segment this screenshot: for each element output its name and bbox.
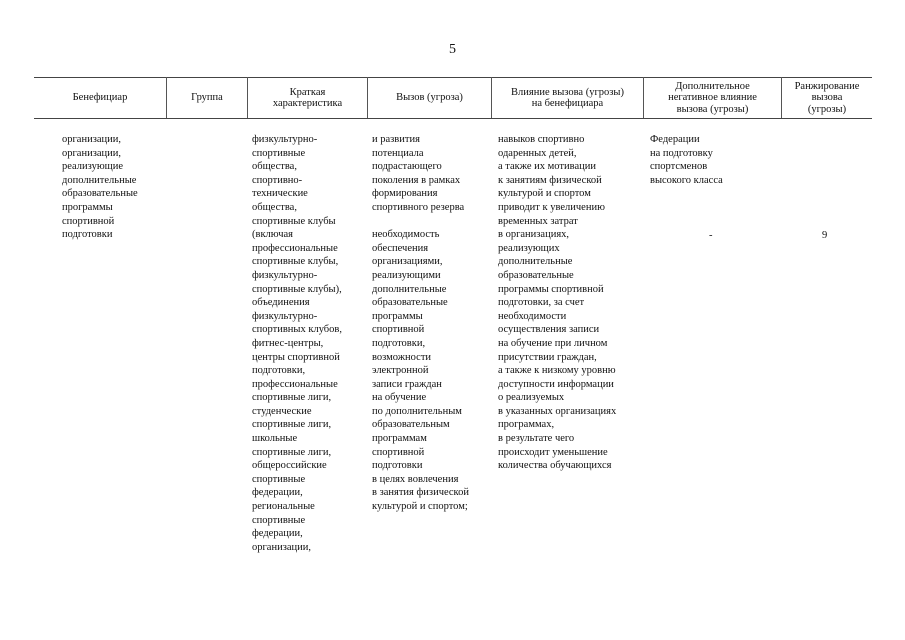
header-additional-impact: Дополнительное негативное влияние вызова (угрозы) (668, 80, 757, 115)
cell-ranking: 9 (822, 230, 828, 241)
header-group: Группа (191, 92, 223, 104)
cell-additional-impact-dash: - (709, 230, 713, 241)
header-characteristic: Краткая характеристика (272, 86, 343, 109)
header-challenge: Вызов (угроза) (396, 92, 463, 104)
header-beneficiary: Бенефициар (72, 92, 128, 104)
cell-beneficiary: организации, организации, реализующие дополнительные образовательные программы спортивной подготовки (62, 134, 138, 241)
cell-characteristic: физкультурно- спортивные общества, спортивно- технические общества, спортивные клубы (включая профессиональные спортивные клубы, физкультурно- спортивные клубы), объединения физкультурно- спортивных клубов, фитнес-центры, центры спортивной подготовки, профессиональные спортивные лиги, студенческие спортивные лиги, школьные спортивные лиги, общероссийские спортивные федерации, региональные спортивные федерации, организации, (252, 134, 342, 553)
cell-additional-impact: Федерации на подготовку спортсменов высокого класса (650, 134, 723, 186)
header-ranking: Ранжирование вызова (угрозы) (794, 80, 860, 115)
cell-impact: навыков спортивно одаренных детей, а также их мотивации к занятиям физической культурой и спортом приводит к увеличению временных затрат в организациях, реализующих дополнительные образовательные программы спортивной подготовки, за счет необходимости осуществления записи на обучение при личном присутствии граждан, а также к низкому уровню доступности информации о реализуемых в указанных организациях программах, в результате чего происходит уменьшение количества обучающихся (498, 134, 617, 472)
header-impact: Влияние вызова (угрозы) на бенефициара (511, 86, 624, 109)
page-number: 5 (449, 42, 456, 57)
table-header-bottom-rule (34, 118, 872, 119)
cell-challenge: и развития потенциала подрастающего поколения в рамках формирования спортивного резерва необходимость обеспечения организациями, реализующими дополнительные образовательные программы спортивной подготовки, возможности электронной записи граждан на обучение по дополнительным образовательным программам спортивной подготовки в целях вовлечения в занятия физической культурой и спортом; (372, 134, 469, 513)
